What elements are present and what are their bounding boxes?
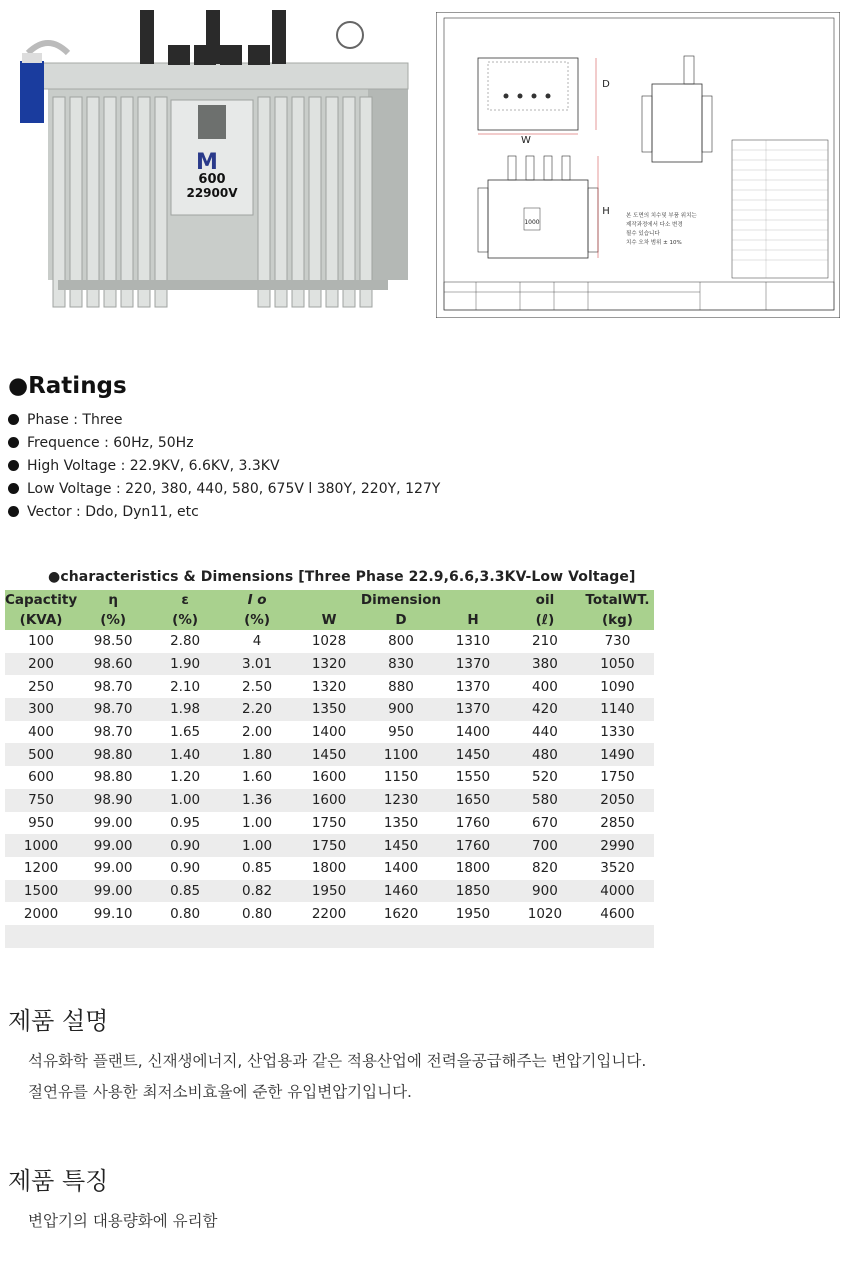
table-cell: 4 [252,633,262,650]
table-cell: 1.80 [221,743,293,766]
table-cell: 2.20 [221,698,293,721]
table-cell: 1370 [437,698,509,721]
table-cell: 0.82 [221,880,293,903]
column-unit: (KVA) [5,610,77,630]
description-title: 제품 설명 [8,1007,109,1035]
table-cell: 98.60 [77,653,149,676]
table-cell: 1.00 [242,814,273,831]
table-cell: 480 [509,743,581,766]
table-cell: 1800 [311,860,347,877]
table-header-row [5,590,654,610]
note-line: 치수 오차 범위 ± 10% [626,240,682,246]
table-cell [437,925,509,948]
characteristics-table [5,590,654,948]
table-cell: 1000 [5,834,77,857]
table-row [5,925,654,948]
table-cell: 0.95 [170,814,201,831]
table-cell: 1350 [293,698,365,721]
table-cell: 1760 [455,814,491,831]
table-row [5,698,654,721]
table-cell: 1330 [600,724,635,741]
table-cell: 3.01 [221,653,293,676]
table-cell: 1.40 [149,743,221,766]
features-title: 제품 특징 [8,1167,109,1195]
table-cell: 1400 [383,860,419,877]
table-cell: 750 [5,789,77,812]
table-cell: 950 [388,724,414,741]
table-cell: 670 [532,814,558,831]
label-h: H [602,206,610,217]
table-cell: 98.90 [77,789,149,812]
column-unit: (%) [221,610,293,630]
table-cell: 1090 [600,678,635,695]
table-row [5,857,654,880]
table-cell: 99.00 [93,814,133,831]
column-unit: (kg) [581,610,654,630]
table-title: ●characteristics & Dimensions [Three Phase 22.9,6.6,3.3KV-Low Voltage] [48,569,636,585]
table-cell [581,925,654,948]
column-unit: (%) [77,610,149,630]
table-cell: 1320 [293,653,365,676]
table-cell: 1.00 [221,834,293,857]
rating-item: Low Voltage : 220, 380, 440, 580, 675V l 380Y, 220Y, 127Y [8,478,440,501]
transformer-photo [8,5,428,325]
table-row [5,812,654,835]
column-header: TotalWT. [581,590,654,610]
table-cell: 380 [509,653,581,676]
plate-voltage: 22900V [186,186,238,200]
table-cell: 1750 [600,769,635,786]
column-unit: W [293,610,365,630]
table-cell: 99.00 [77,834,149,857]
table-cell: 900 [365,698,437,721]
table-cell: 1600 [311,769,347,786]
label-d: D [602,79,610,90]
table-cell: 99.00 [77,880,149,903]
table-cell: 1.60 [242,769,273,786]
table-cell: 1600 [293,789,365,812]
table-cell: 2.10 [170,678,201,695]
table-cell: 1.36 [221,789,293,812]
table-cell: 2.50 [242,678,273,695]
table-cell: 200 [5,653,77,676]
column-header: Dimension [293,590,509,610]
nameplate-value: 1000 [524,219,540,226]
table-cell: 0.85 [149,880,221,903]
table-cell: 1028 [311,633,347,650]
column-header: oil [509,590,581,610]
table-subheader-row [5,610,654,630]
table-cell: 210 [532,633,558,650]
table-cell: 500 [5,743,77,766]
table-cell: 1.65 [170,724,201,741]
table-cell: 1200 [23,860,59,877]
table-row [5,766,654,789]
table-cell: 1.00 [149,789,221,812]
table-cell: 0.85 [242,860,273,877]
table-cell: 1.20 [170,769,201,786]
table-cell: 1490 [581,743,654,766]
table-cell: 0.80 [170,905,201,922]
dimension-drawing [436,12,840,318]
feature-line: 변압기의 대용량화에 유리함 [28,1212,218,1230]
svg-text:M: M [196,150,218,175]
table-cell: 1550 [455,769,491,786]
ratings-list [8,409,440,524]
table-cell: 2.00 [242,724,273,741]
table-cell [77,925,149,948]
table-cell: 2850 [600,814,635,831]
table-cell: 98.80 [77,743,149,766]
table-cell: 1.98 [149,698,221,721]
table-cell: 0.80 [242,905,273,922]
table-cell: 98.70 [93,678,133,695]
column-unit: H [437,610,509,630]
table-cell: 0.90 [170,860,201,877]
table-cell: 700 [509,834,581,857]
table-cell: 1350 [383,814,419,831]
description-line: 석유화학 플랜트, 신재생에너지, 산업용과 같은 적용산업에 전력을공급해주는 변압기입니다. [28,1052,647,1070]
table-cell: 520 [532,769,558,786]
table-cell: 440 [532,724,558,741]
description-line: 절연유를 사용한 최저소비효율에 준한 유입변압기입니다. [28,1083,412,1101]
table-row [5,721,654,744]
table-cell: 1450 [437,743,509,766]
table-cell: 830 [365,653,437,676]
table-cell: 1150 [383,769,419,786]
ratings-title: ●Ratings [8,373,127,399]
table-cell: 98.70 [93,724,133,741]
column-header: Capactity [5,592,78,608]
table-cell: 98.80 [93,769,133,786]
table-cell: 880 [388,678,414,695]
table-cell: 1400 [455,724,491,741]
table-cell: 420 [509,698,581,721]
table-cell: 100 [28,633,54,650]
table-row [5,675,654,698]
table-cell: 1760 [437,834,509,857]
table-cell: 1050 [581,653,654,676]
table-cell: 1140 [581,698,654,721]
table-cell: 1370 [437,653,509,676]
note-line: 제작과정에서 다소 변경 [626,222,683,228]
column-header: ε [149,590,221,610]
rating-item: Frequence : 60Hz, 50Hz [8,432,440,455]
table-cell: 1450 [365,834,437,857]
note-line: 본 도면의 치수및 부품 위치는 [626,213,697,219]
rating-item: Phase : Three [8,409,440,432]
table-cell: 400 [532,678,558,695]
table-cell: 1020 [527,905,563,922]
table-cell: 1370 [455,678,491,695]
table-cell: 2000 [23,905,59,922]
table-cell: 1450 [293,743,365,766]
table-cell: 2990 [581,834,654,857]
table-cell: 1230 [365,789,437,812]
column-unit: D [365,610,437,630]
table-cell: 98.50 [93,633,133,650]
table-cell: 1750 [293,834,365,857]
table-cell [5,925,77,948]
table-cell: 900 [509,880,581,903]
rating-item: High Voltage : 22.9KV, 6.6KV, 3.3KV [8,455,440,478]
table-cell: 1320 [311,678,347,695]
table-cell: 300 [5,698,77,721]
plate-number: 600 [198,172,226,187]
table-cell: 1460 [365,880,437,903]
table-cell: 1950 [455,905,491,922]
table-cell: 800 [388,633,414,650]
table-row [5,834,654,857]
table-cell: 1620 [383,905,419,922]
table-cell: 4600 [600,905,635,922]
table-cell: 4000 [581,880,654,903]
table-cell: 1850 [437,880,509,903]
table-cell [365,925,437,948]
table-cell: 1650 [437,789,509,812]
table-cell: 400 [28,724,54,741]
table-cell [221,925,293,948]
table-row [5,653,654,676]
table-cell [509,925,581,948]
table-cell: 1400 [311,724,347,741]
table-row [5,902,654,925]
table-cell: 3520 [600,860,635,877]
column-unit: (ℓ) [509,610,581,630]
table-cell [293,925,365,948]
table-cell: 2050 [581,789,654,812]
table-cell: 600 [28,769,54,786]
table-cell: 2.80 [170,633,201,650]
table-cell: 730 [604,633,631,650]
table-cell: 1500 [5,880,77,903]
table-cell: 1800 [455,860,491,877]
label-w: W [521,135,531,146]
column-header: η [77,590,149,610]
table-cell: 1750 [311,814,347,831]
table-cell: 99.10 [93,905,133,922]
table-cell: 580 [509,789,581,812]
table-cell: 950 [28,814,54,831]
table-cell [149,925,221,948]
table-cell: 820 [532,860,558,877]
table-row [5,789,654,812]
table-row [5,880,654,903]
column-header: I o [221,590,293,610]
table-cell: 1.90 [149,653,221,676]
note-line: 될수 있습니다 [626,231,660,237]
table-cell: 99.00 [93,860,133,877]
table-cell: 98.70 [77,698,149,721]
table-cell: 250 [28,678,54,695]
table-cell: 1100 [365,743,437,766]
table-cell: 1310 [455,633,491,650]
table-cell: 1950 [293,880,365,903]
table-row [5,743,654,766]
rating-item: Vector : Ddo, Dyn11, etc [8,501,440,524]
column-unit: (%) [149,610,221,630]
table-cell: 2200 [311,905,347,922]
table-row [5,630,654,653]
table-cell: 0.90 [149,834,221,857]
